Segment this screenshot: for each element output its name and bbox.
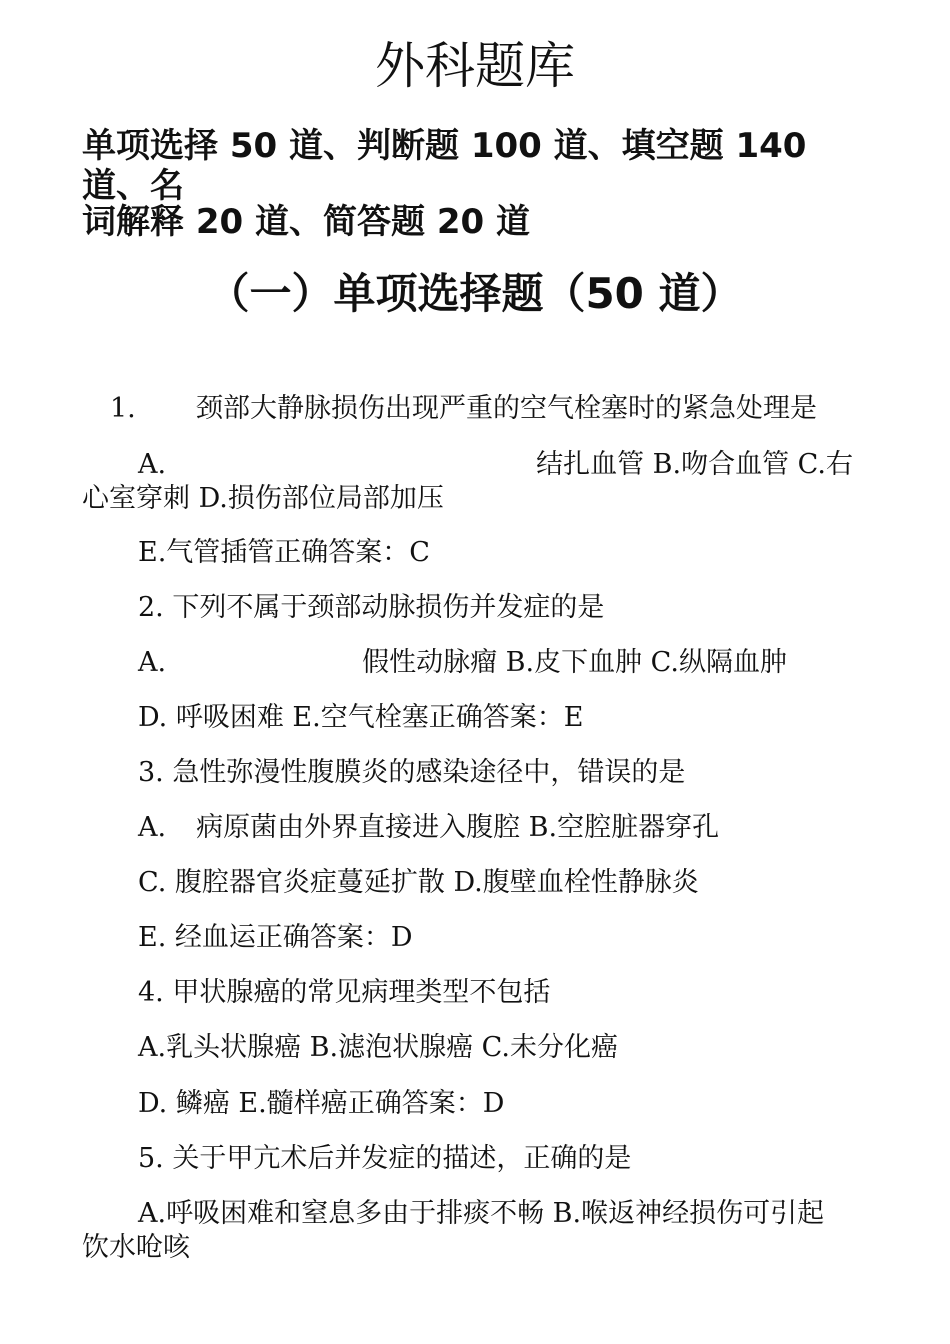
question-3-stem: 3. 急性弥漫性腹膜炎的感染途径中，错误的是 (138, 757, 686, 788)
question-5-stem: 5. 关于甲亢术后并发症的描述，正确的是 (138, 1143, 632, 1174)
question-1-option-e: E.气管插管正确答案：C (138, 537, 430, 568)
section-heading: （一）单项选择题（50 道） (207, 269, 743, 318)
question-3-option-c: C. 腹腔器官炎症蔓延扩散 D.腹壁血栓性静脉炎 (138, 867, 699, 898)
option-a-label: A. (138, 812, 167, 843)
question-2-option-d: D. 呼吸困难 E.空气栓塞正确答案：E (138, 702, 584, 733)
question-5-option-a: A.呼吸困难和窒息多由于排痰不畅 B.喉返神经损伤可引起 (138, 1198, 825, 1229)
option-a-label: A. (138, 449, 167, 480)
question-2-stem: 2. 下列不属于颈部动脉损伤并发症的是 (138, 592, 605, 623)
question-4-option-d: D. 鳞癌 E.髓样癌正确答案：D (138, 1088, 505, 1119)
document-title: 外科题库 (375, 37, 575, 95)
question-5-option-wrap: 饮水呛咳 (82, 1232, 190, 1263)
question-4-option-a: A.乳头状腺癌 B.滤泡状腺癌 C.未分化癌 (138, 1032, 618, 1063)
question-1-number: 1. (110, 393, 136, 424)
question-3-option-a (138, 811, 938, 845)
option-a-text: 结扎血管 B.吻合血管 C.右 (536, 449, 853, 480)
subtitle-line-1: 单项选择 50 道、判断题 100 道、填空题 140 道、名 (82, 126, 807, 206)
question-1-option-wrap: 心室穿刺 D.损伤部位局部加压 (82, 483, 444, 514)
question-4-stem: 4. 甲状腺癌的常见病理类型不包括 (138, 977, 551, 1008)
option-a-label: A. (138, 647, 167, 678)
option-a-text: 假性动脉瘤 B.皮下血肿 C.纵隔血肿 (362, 647, 787, 678)
subtitle-line-2: 词解释 20 道、简答题 20 道 (82, 202, 530, 242)
option-a-text: 病原菌由外界直接进入腹腔 B.空腔脏器穿孔 (196, 812, 720, 843)
question-1-option-a (138, 448, 938, 482)
question-3-option-e: E. 经血运正确答案：D (138, 922, 413, 953)
question-1-stem: 颈部大静脉损伤出现严重的空气栓塞时的紧急处理是 (196, 393, 817, 424)
question-2-option-a (138, 646, 938, 680)
